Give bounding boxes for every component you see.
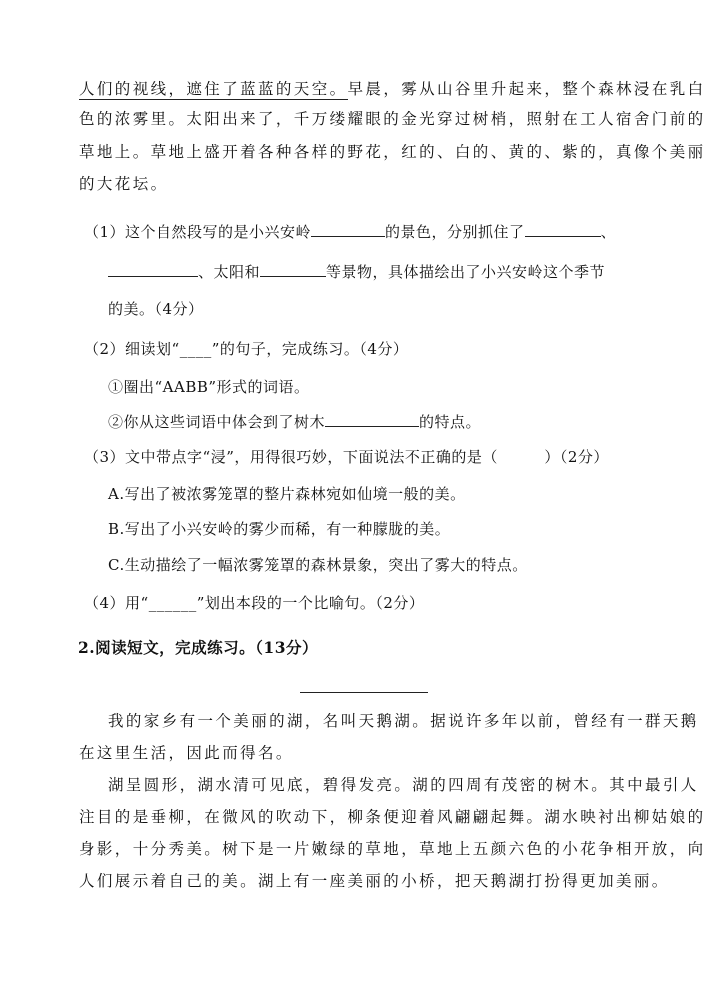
q3-option-b: B.写出了小兴安岭的雾少而稀，有一种朦胧的美。: [108, 520, 451, 538]
passage-1-line-3: 草地上。草地上盛开着各种各样的野花，红的、白的、黄的、紫的，真像个美丽: [79, 143, 706, 161]
q3-option-c: C.生动描绘了一幅浓雾笼罩的森林景象，突出了雾大的特点。: [108, 556, 528, 574]
q1-line-1: （1）这个自然段写的是小兴安岭 的景色，分别抓住了 、: [84, 223, 617, 241]
underlined-sentence: 人们的视线，遮住了蓝蓝的天空。: [79, 77, 348, 100]
q2-line: （2）细读划“____”的句子，完成练习。（4分）: [84, 340, 409, 358]
answer-blank[interactable]: [525, 222, 601, 237]
title-blank-line[interactable]: [300, 692, 428, 693]
passage-1-line-2: 色的浓雾里。太阳出来了，千万缕耀眼的金光穿过树梢，照射在工人宿舍门前的: [79, 110, 706, 128]
section-2-heading: 2.阅读短文，完成练习。（13分）: [78, 638, 319, 657]
q2-sub-2: ②你从这些词语中体会到了树木 的特点。: [108, 413, 482, 431]
q3-option-a: A.写出了被浓雾笼罩的整片森林宛如仙境一般的美。: [108, 485, 466, 503]
q3-line: （3）文中带点字“浸”，用得很巧妙，下面说法不正确的是（ ）（2分）: [84, 448, 609, 466]
answer-blank[interactable]: [325, 412, 419, 427]
passage-2-line-3: 湖呈圆形，湖水清可见底，碧得发亮。湖的四周有茂密的树木。其中最引人: [108, 776, 699, 794]
passage-2-line-5: 身影，十分秀美。树下是一片嫩绿的草地，草地上五颜六色的小花争相开放，向: [79, 840, 706, 858]
answer-blank[interactable]: [311, 222, 385, 237]
passage-2-line-4: 注目的是垂柳，在微风的吹动下，柳条便迎着风翩翩起舞。湖水映衬出柳姑娘的: [79, 808, 706, 826]
answer-blank[interactable]: [108, 262, 198, 277]
passage-2-line-2: 在这里生活，因此而得名。: [79, 744, 294, 762]
passage-1-line-1: 人们的视线，遮住了蓝蓝的天空。早晨，雾从山谷里升起来，整个森林浸在乳白: [79, 77, 706, 100]
passage-2-line-1: 我的家乡有一个美丽的湖，名叫天鹅湖。据说许多年以前，曾经有一群天鹅: [108, 712, 699, 730]
answer-blank[interactable]: [260, 262, 326, 277]
passage-1-line-4: 的大花坛。: [79, 175, 169, 193]
q2-sub-1: ①圈出“AABB”形式的词语。: [108, 378, 310, 396]
q1-line-2: 、太阳和 等景物，具体描绘出了小兴安岭这个季节: [108, 261, 605, 282]
passage-2-line-6: 人们展示着自己的美。湖上有一座美丽的小桥，把天鹅湖打扮得更加美丽。: [79, 872, 670, 890]
q1-line-3: 的美。（4分）: [108, 300, 204, 318]
q4-line: （4）用“______”划出本段的一个比喻句。（2分）: [84, 594, 425, 612]
